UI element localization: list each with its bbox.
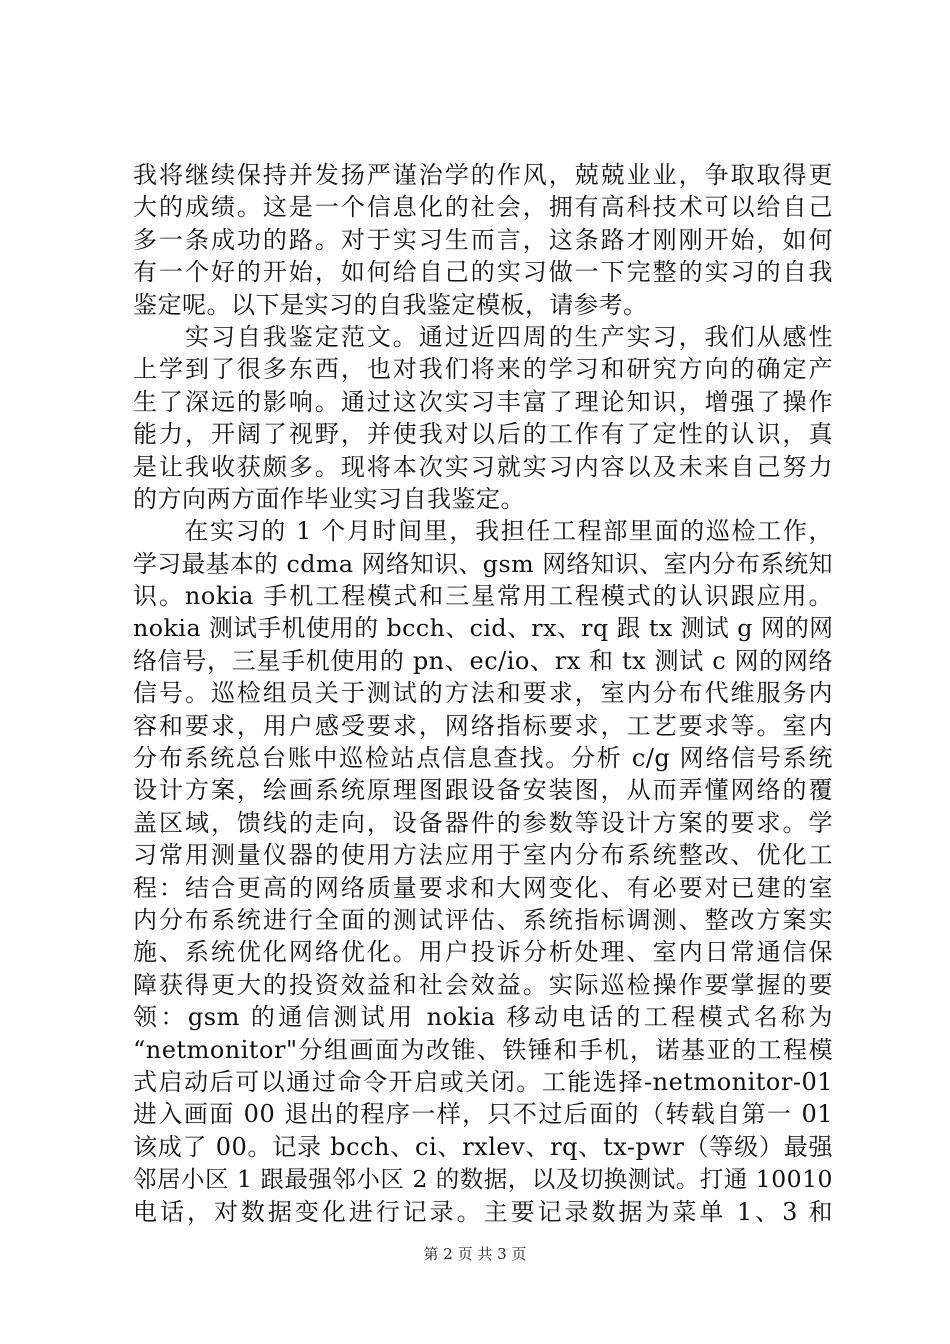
text-line: 我将继续保持并发扬严谨治学的作风，兢兢业业，争取取得更 (133, 161, 833, 189)
text-line: “netmonitor"分组画面为改锥、铁锤和手机，诺基亚的工程模 (133, 1035, 833, 1064)
text-line: 上学到了很多东西，也对我们将来的学习和研究方向的确定产 (133, 355, 833, 384)
text-line: 施、系统优化网络优化。用户投诉分析处理、室内日常通信保 (133, 938, 833, 967)
text-line: 识。nokia 手机工程模式和三星常用工程模式的认识跟应用。 (133, 582, 833, 611)
text-line: 电话，对数据变化进行记录。主要记录数据为菜单 1、3 和 (133, 1197, 833, 1226)
text-line: 该成了 00。记录 bcch、ci、rxlev、rq、tx-pwr（等级）最强 (133, 1132, 833, 1161)
text-line: 领：gsm 的通信测试用 nokia 移动电话的工程模式名称为 (133, 1003, 833, 1032)
text-line: 在实习的 1 个月时间里，我担任工程部里面的巡检工作， (133, 517, 833, 546)
text-line: 能力，开阔了视野，并使我对以后的工作有了定性的认识，真 (133, 420, 833, 449)
text-line: nokia 测试手机使用的 bcch、cid、rx、rq 跟 tx 测试 g 网的网 (133, 614, 834, 643)
text-line: 是让我收获颇多。现将本次实习就实习内容以及未来自己努力 (133, 452, 833, 481)
text-line: 的方向两方面作毕业实习自我鉴定。 (133, 484, 525, 513)
text-line: 大的成绩。这是一个信息化的社会，拥有高科技术可以给自己 (133, 193, 833, 222)
body-text (133, 159, 833, 1228)
text-line: 信号。巡检组员关于测试的方法和要求，室内分布代维服务内 (133, 679, 833, 708)
text-line: 式启动后可以通过命令开启或关闭。工能选择-netmonitor-01 (133, 1067, 833, 1096)
page-footer: 第 2 页 共 3 页 (423, 1245, 527, 1263)
text-line: 容和要求，用户感受要求，网络指标要求，工艺要求等。室内 (133, 711, 833, 740)
text-line: 邻居小区 1 跟最强邻小区 2 的数据，以及切换测试。打通 10010 (133, 1165, 834, 1194)
text-line: 多一条成功的路。对于实习生而言，这条路才刚刚开始，如何 (133, 225, 833, 254)
text-line: 进入画面 00 退出的程序一样，只不过后面的（转载自第一 01 (133, 1100, 833, 1129)
text-line: 鉴定呢。以下是实习的自我鉴定模板，请参考。 (133, 290, 648, 319)
text-line: 内分布系统进行全面的测试评估、系统指标调测、整改方案实 (133, 905, 833, 934)
text-line: 程：结合更高的网络质量要求和大网变化、有必要对已建的室 (133, 873, 833, 902)
text-line: 生了深远的影响。通过这次实习丰富了理论知识，增强了操作 (133, 387, 833, 416)
text-line: 络信号，三星手机使用的 pn、ec/io、rx 和 tx 测试 c 网的网络 (133, 646, 833, 675)
text-line: 有一个好的开始，如何给自己的实习做一下完整的实习的自我 (133, 258, 833, 287)
text-line: 习常用测量仪器的使用方法应用于室内分布系统整改、优化工 (133, 841, 833, 870)
text-line: 学习最基本的 cdma 网络知识、gsm 网络知识、室内分布系统知 (133, 549, 833, 578)
text-line: 设计方案，绘画系统原理图跟设备安装图，从而弄懂网络的覆 (133, 776, 833, 805)
text-line: 分布系统总台账中巡检站点信息查找。分析 c/g 网络信号系统 (133, 744, 833, 773)
text-line: 障获得更大的投资效益和社会效益。实际巡检操作要掌握的要 (133, 970, 833, 999)
text-line: 盖区域，馈线的走向，设备器件的参数等设计方案的要求。学 (133, 808, 833, 837)
text-line: 实习自我鉴定范文。通过近四周的生产实习，我们从感性 (133, 322, 833, 351)
